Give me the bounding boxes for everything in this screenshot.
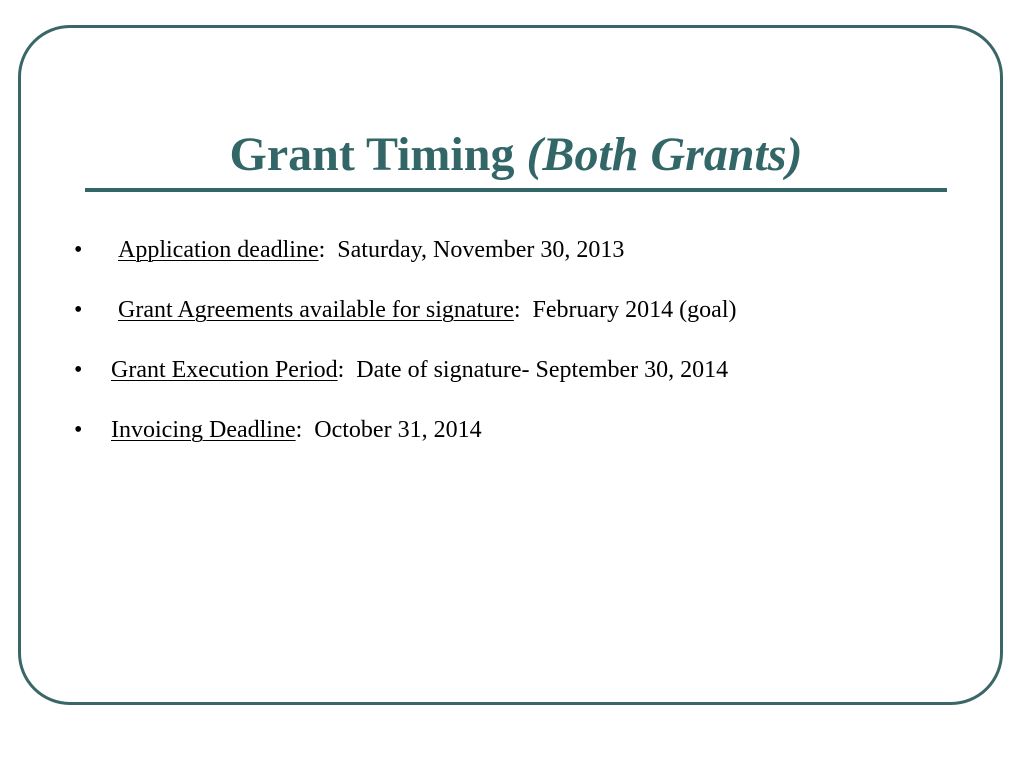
- slide-title: [85, 120, 947, 190]
- bullet-separator: :: [318, 237, 326, 263]
- bullet-label: Invoicing Deadline: [111, 417, 296, 443]
- bullet-value: Date of signature- September 30, 2014: [356, 357, 729, 383]
- bullet-icon: •: [74, 357, 83, 383]
- bullet-label: Application deadline: [118, 237, 319, 263]
- bullet-icon: •: [74, 237, 83, 263]
- bullet-icon: •: [74, 297, 83, 323]
- title-emphasis: (Both Grants): [526, 128, 803, 181]
- bullet-icon: •: [74, 417, 83, 443]
- title-main: Grant Timing: [229, 128, 515, 181]
- title-divider: [85, 188, 947, 192]
- bullet-value: October 31, 2014: [314, 417, 482, 443]
- bullet-separator: :: [513, 297, 521, 323]
- bullet-value: February 2014 (goal): [532, 297, 737, 323]
- bullet-label: Grant Execution Period: [111, 357, 338, 383]
- bullet-separator: :: [337, 357, 345, 383]
- bullet-value: Saturday, November 30, 2013: [337, 237, 625, 263]
- bullet-separator: :: [295, 417, 303, 443]
- bullet-label: Grant Agreements available for signature: [118, 297, 514, 323]
